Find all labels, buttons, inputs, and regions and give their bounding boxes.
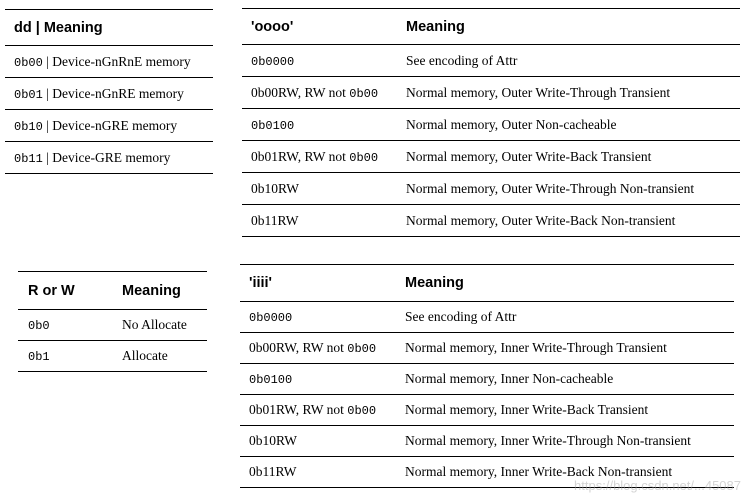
code-value: 0b11 [14,151,43,166]
encoding-text: 0b01RW, RW not [251,148,350,164]
encoding-cell [18,310,114,341]
header-r-or-w: R or W [28,282,75,299]
encoding-cell [242,173,397,205]
table-row [5,110,213,142]
table-header-row [240,265,734,302]
cell-text: | Device-nGnRnE memory [42,53,191,69]
encoding-text: 0b00RW, RW not [251,84,350,100]
code-value: 0b01 [14,87,43,102]
meaning-cell: Normal memory, Inner Write-Through Transient [405,340,667,355]
encoding-text: 0b01RW, RW not [249,402,348,417]
cell-text: | Device-GRE memory [42,149,171,165]
meaning-cell: Normal memory, Outer Write-Through Non-transient [406,180,695,196]
code-value: 0b0100 [249,373,293,387]
meaning-cell: Normal memory, Inner Write-Through Non-transient [405,433,691,448]
header-meaning: Meaning [122,282,181,299]
code-value: 0b0100 [251,118,295,133]
table-row [18,310,207,341]
watermark: https://blog.csdn.net/...45087 [574,478,741,493]
code-value: 0b00 [347,342,377,356]
header-iiii: 'iiii' [249,275,273,291]
cell-text: | Device-nGRE memory [42,117,178,133]
encoding-cell [240,457,396,488]
header-meaning: Meaning [406,18,465,35]
meaning-cell: See encoding of Attr [405,309,517,324]
table-row [5,142,213,174]
table-cell [5,142,213,174]
table-cell [5,46,213,78]
inner-encoding-table [240,264,734,488]
meaning-cell: Normal memory, Outer Write-Back Transient [406,148,652,164]
encoding-text: 0b10RW [251,180,300,196]
code-value: 0b10 [14,119,43,134]
encoding-cell [240,426,396,457]
table-row [5,46,213,78]
encoding-cell [242,109,397,141]
meaning-cell: Normal memory, Inner Write-Back Transient [405,402,649,417]
table-row [242,173,740,205]
header-oooo: 'oooo' [251,18,294,35]
meaning-cell: Normal memory, Inner Non-cacheable [405,371,614,386]
table-row [242,205,740,237]
table-header-row [242,9,740,45]
table-row [240,333,734,364]
code-value: 0b00 [14,55,43,70]
code-value: 0b0 [28,319,50,333]
table-cell [5,78,213,110]
table-row [240,426,734,457]
encoding-text: 0b10RW [249,433,298,448]
meaning-cell: Normal memory, Inner Write-Back Non-transient [405,464,673,479]
encoding-cell [242,77,397,109]
code-value: 0b00 [347,404,377,418]
table-row [240,364,734,395]
meaning-cell: Normal memory, Outer Write-Back Non-transient [406,212,676,228]
meaning-cell: No Allocate [122,317,187,332]
encoding-cell [240,302,396,333]
header-dd-meaning: dd | Meaning [14,19,103,36]
table-row [240,395,734,426]
table-row [242,109,740,141]
encoding-cell [240,395,396,426]
table-header-row [18,272,207,310]
meaning-cell: Normal memory, Outer Write-Through Transient [406,84,671,100]
rw-allocate-table [18,271,207,372]
table-row [18,341,207,372]
table-cell [5,110,213,142]
code-value: 0b1 [28,350,50,364]
encoding-text: 0b00RW, RW not [249,340,348,355]
table-header-row [5,10,213,46]
code-value: 0b0000 [249,311,293,325]
encoding-text: 0b11RW [249,464,297,479]
encoding-cell [240,364,396,395]
table-row [5,78,213,110]
cell-text: | Device-nGnRE memory [42,85,184,101]
encoding-cell [18,341,114,372]
code-value: 0b00 [349,150,379,165]
encoding-cell [242,141,397,173]
meaning-cell: Allocate [122,348,168,363]
meaning-cell: Normal memory, Outer Non-cacheable [406,116,617,132]
table-row [242,77,740,109]
meaning-cell: See encoding of Attr [406,52,518,68]
encoding-cell [242,45,397,77]
table-row [240,302,734,333]
code-value: 0b00 [349,86,379,101]
code-value: 0b0000 [251,54,295,69]
encoding-cell [240,333,396,364]
header-meaning: Meaning [405,275,464,291]
table-row [242,141,740,173]
table-row [242,45,740,77]
encoding-cell [242,205,397,237]
dd-encoding-table [5,9,213,174]
outer-encoding-table [242,8,740,237]
encoding-text: 0b11RW [251,212,299,228]
